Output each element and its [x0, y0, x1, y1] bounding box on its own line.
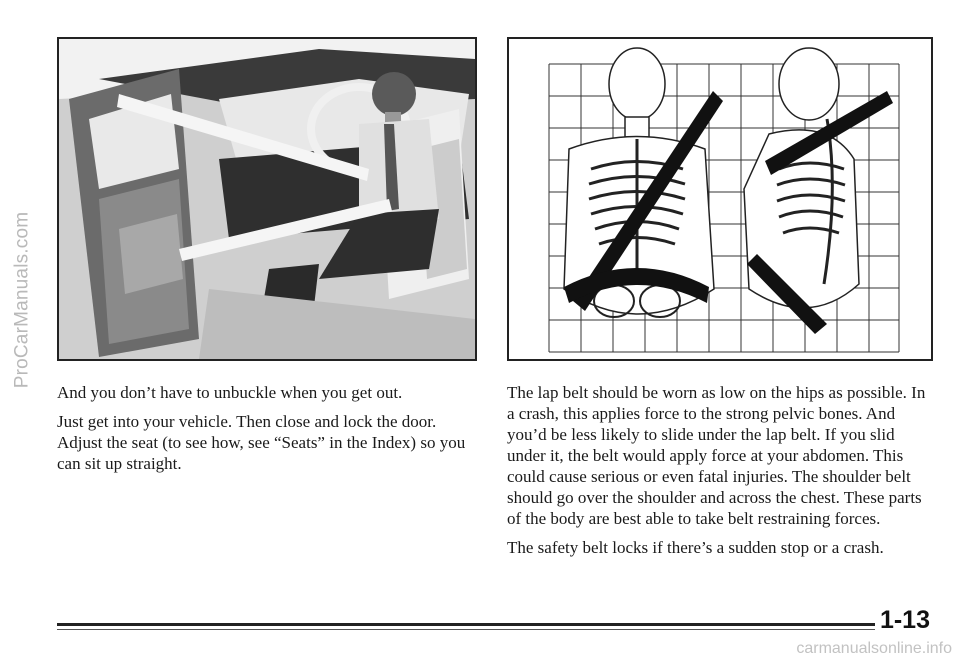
right-text-column — [507, 382, 932, 566]
page-number: 1-13 — [879, 606, 930, 634]
car-occupant-drawing — [59, 39, 475, 359]
paragraph: And you don’t have to unbuckle when you get out. — [57, 383, 403, 402]
paragraph: Just get into your vehicle. Then close and lock the door. Adjust the seat (to see how, see “Seats” in the Index) so you can sit up straight. — [57, 412, 466, 473]
footer-rule — [57, 623, 875, 626]
paragraph: The safety belt locks if there’s a sudden stop or a crash. — [507, 538, 884, 557]
footer-rule-thin — [57, 629, 875, 630]
watermark-text: ProCarManuals.com — [11, 211, 33, 389]
paragraph: The lap belt should be worn as low on the hips as possible. In a crash, this applies force to the strong pelvic bones. And you’d be less likely to slide under the lap belt. If you slid under it, the belt would apply force at your abdomen. This could cause serious or even fatal injuries. The shoulder belt should go over the shoulder and across the chest. These parts of the body are best able to take belt restraining forces. — [507, 383, 926, 528]
car-occupant-illustration — [57, 37, 477, 361]
source-watermark: carmanualsonline.info — [796, 640, 952, 657]
skeleton-belt-diagram — [507, 37, 933, 361]
skeleton-belt-drawing — [509, 39, 931, 359]
watermark — [2, 60, 42, 540]
left-text-column — [57, 382, 475, 482]
